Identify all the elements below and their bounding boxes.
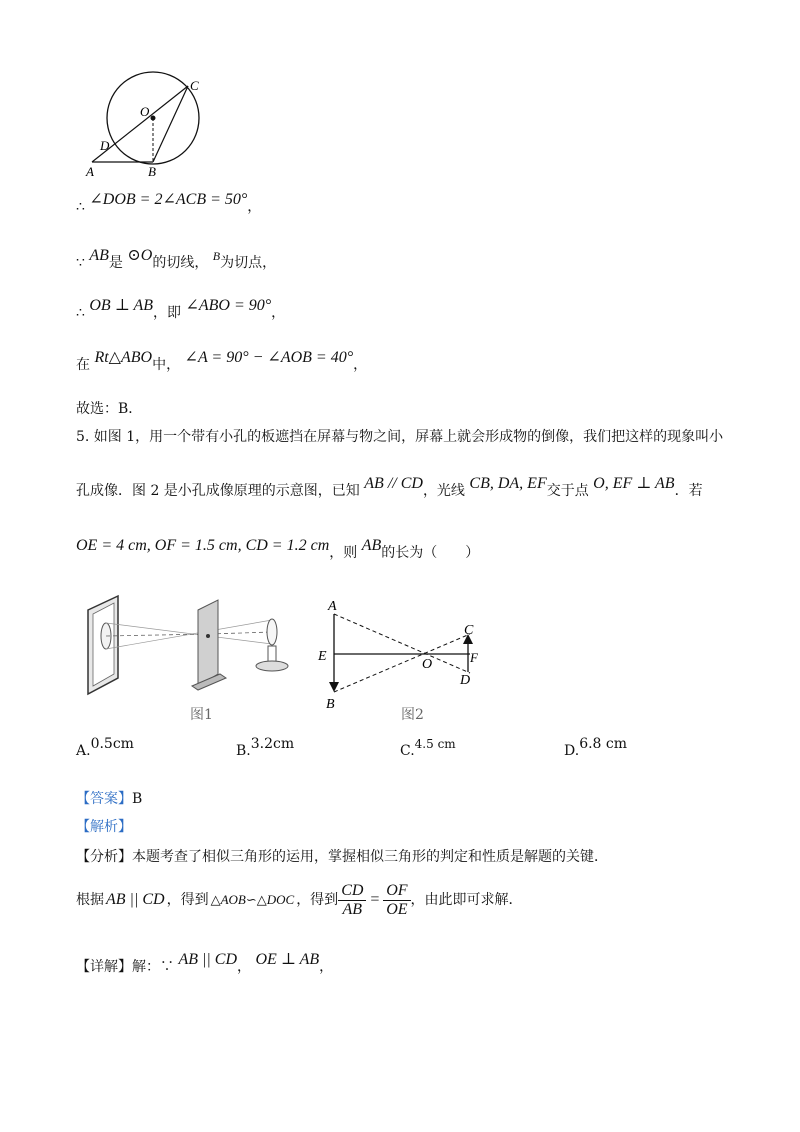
fig2-label-c: C [464,623,474,638]
label-o: O [140,104,150,119]
fraction-cd-ab: $\frac{CD}{AB}$ [338,882,366,919]
detail-line: 【详解】解：∵ AB || CD， OE ⊥ AB， [76,951,334,975]
fig2-label-f: F [470,650,478,665]
fig2-label-a: A [328,599,337,614]
answer-tag: 【答案】 [76,791,132,807]
option-a[interactable]: A.0.5cm [76,736,134,759]
option-c[interactable]: C.4.5 cm [400,737,456,759]
question-paragraph-1: 5. 如图 1，用一个带有小孔的板遮挡在屏幕与物之间，屏幕上就会形成物的倒像，我们把这样的现象叫小 [76,429,724,445]
fig2-label-d: D [460,673,471,688]
fig2-label-b: B [326,697,335,712]
label-a: A [86,164,94,179]
question-paragraph-2: 孔成像．图 2 是小孔成像原理的示意图，已知 AB // CD，光线 CB, DA, EF交于点 O, EF ⊥ AB．若 [76,475,703,499]
label-b: B [148,164,156,179]
line-4: 在 Rt△ABO中， ∠A = 90° − ∠AOB = 40°， [76,349,368,373]
analysis-paragraph: 【分析】本题考查了相似三角形的运用，掌握相似三角形的判定和性质是解题的关键． [76,849,608,865]
line-3: ∴ OB ⊥ AB，即 ∠ABO = 90°， [76,297,286,321]
answer-line [76,790,142,808]
pinhole-diagram-figure [312,596,492,712]
question-paragraph-3: OE = 4 cm, OF = 1.5 cm, CD = 1.2 cm，则 AB的长为（ ） [76,537,480,561]
analysis-tag: 【解析】 [76,819,132,835]
fig2-label-e: E [318,649,327,664]
analysis-line-2: 根据 AB || CD ，得到 △AOB∽△DOC ，得到 $\frac{CD}{AB}$ = $\frac{OF}{OE}$ ，由此即可求解． [76,881,523,918]
label-c: C [190,78,199,93]
line-5: 故选：B． [76,401,143,417]
figure-2-caption: 图2 [401,707,424,723]
figure-1-caption: 图1 [190,707,213,723]
circle-tangent-figure [84,70,214,180]
fraction-of-oe: $\frac{OF}{OE}$ [383,882,410,919]
line-1: ∴ ∠DOB = 2∠ACB = 50°， [76,191,262,215]
label-d: D [100,138,110,153]
option-d[interactable]: D.6.8 cm [564,736,628,759]
answer-value: B [132,791,143,807]
fig2-label-o: O [422,657,433,672]
option-b[interactable]: B.3.2cm [236,736,295,759]
line-2: ∵ AB是 ⊙O的切线， B为切点， [76,247,277,271]
